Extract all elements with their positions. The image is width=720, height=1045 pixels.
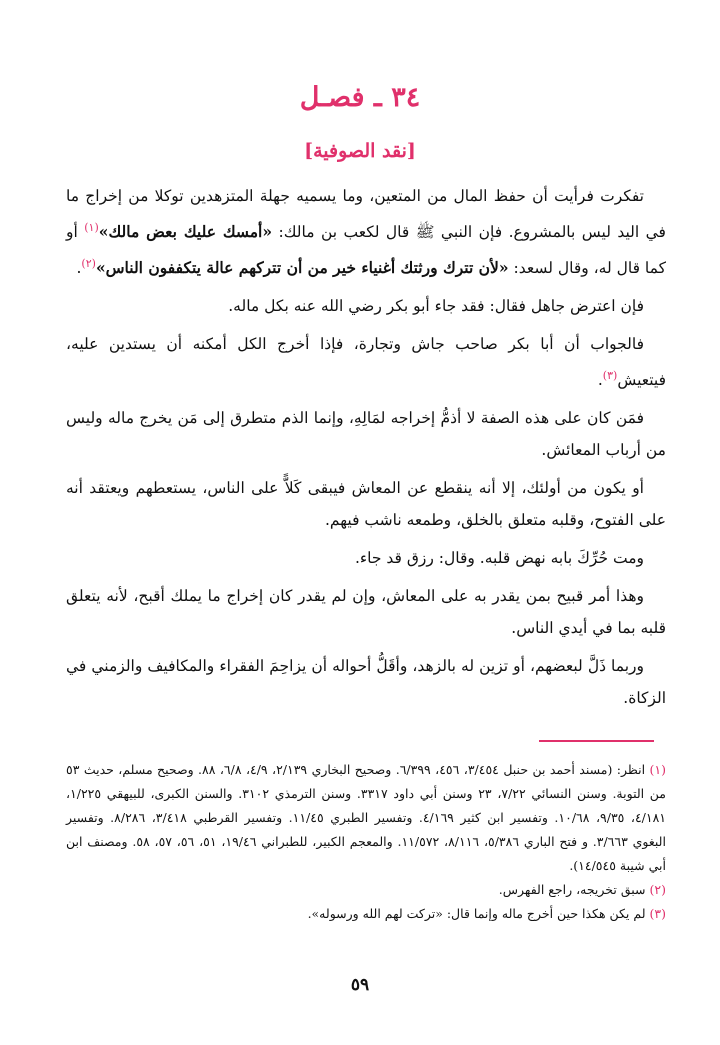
footnote-ref-1: (١) [84, 221, 99, 234]
paragraph-3: فالجواب أن أبا بكر صاحب جاش وتجارة، فإذا أخرج الكل أمكنه أن يستدين عليه، فيتعيش$^{(٣)}$. [66, 335, 666, 390]
footnote-3 [66, 902, 666, 926]
footnotes [66, 758, 666, 926]
paragraph-1-continuation: أو كما قال له، وقال لسعد: [66, 223, 666, 278]
body-text [66, 180, 666, 720]
footnote-ref-2: (٢) [81, 257, 96, 271]
paragraph-1-text: تفكرت فرأيت أن حفظ المال من المتعين، وما يسميه جهلة المتزهدين توكلا من إخراج ما في اليد ليس بالمشروع. فإن النبي ﷺ قال لكعب بن مالك: [66, 187, 666, 242]
paragraph-3-text: فالجواب أن أبا بكر صاحب جاش وتجارة، فإذا أخرج الكل أمكنه أن يستدين عليه، فيتعيش [66, 335, 666, 390]
paragraph-4: فمَن كان على هذه الصفة لا أذمُّ إخراجه لمَالِهِ، وإنما الذم متطرق إلى مَن يخرج ماله وليس من أرباب المعائش. [66, 409, 666, 460]
footnote-1-number: (١) [649, 762, 666, 777]
paragraph-5: أو يكون من أولئك، إلا أنه ينقطع عن المعاش فيبقى كَلاًّ على الناس، يستعطهم ويعتقد أنه على الفتوح، وقلبه متعلق بالخلق، وطمعه ناشب فيهم. [66, 479, 666, 530]
footnote-3-number: (٣) [649, 906, 666, 921]
footnote-ref-3: (٣) [602, 369, 618, 383]
footnote-2 [66, 878, 666, 902]
chapter-title: ٣٤ ـ فصـل [299, 82, 421, 113]
paragraph-8: وربما ذَلَّ لبعضهم، أو تزين له بالزهد، وأقَلُّ أحواله أن يزاحِمَ الفقراء والمكافيف والزمني في الزكاة. [66, 657, 666, 708]
footnote-3-text: لم يكن هكذا حين أخرج ماله وإنما قال: «تركت لهم الله ورسوله». [307, 906, 646, 921]
hadith-quote-2: «لأن تترك ورثتك أغنياء خير من أن تتركهم عالة يتكففون الناس» [95, 258, 509, 278]
paragraph-7: وهذا أمر قبيح بمن يقدر به على المعاش، وإن لم يقدر كان إخراج ما يملك أقبح، لأنه يتعلق قلبه بما في أيدي الناس. [66, 587, 666, 638]
paragraph-6: ومت حُرِّكَ بابه نهض قلبه. وقال: رزق قد جاء. [354, 549, 644, 568]
footnote-1-text: انظر: (مسند أحمد بن حنبل ٣/٤٥٤، ٤٥٦، ٦/٣٩٩. وصحيح البخاري ٢/١٣٩، ٤/٩، ٦/٨، ٨٨. وصحيح مسلم، حديث ٥٣ من التوبة. وسنن النسائي ٧/٢٢، ٢٣ وسنن أبي داود ٣٣١٧. وسنن الترمذي ٣١٠٢. والسنن الكبرى، للبيهقي ١/٢٢٥، ٤/١٨١، ٩/٣٥، ١٠/٦٨. وتفسير ابن كثير ٤/١٦٩. وتفسير الطبري ١١/٤٥. وتفسير القرطبي ٣/٤١٨، ٨/٢٨٦. وتفسير البغوي ٣/٦٦٣. و فتح الباري ٥/٣٨٦، ٨/١١٦، ١١/٥٧٢. والمعجم الكبير، للطبراني ١٩/٤٦، ٥١، ٥٦، ٥٧، ٥٨. ومصنف ابن أبي شيبة ١٤/٥٤٥). [66, 762, 667, 873]
paragraph-1: تفكرت فرأيت أن حفظ المال من المتعين، وما يسميه جهلة المتزهدين توكلا من إخراج ما في اليد ليس بالمشروع. فإن النبي ﷺ قال لكعب بن مالك: «أمسك عليك بعض مالك»$^{(١)}$ أو كما قال له، وقال لسعد: «لأن تترك ورثتك أغنياء خير من أن تتركهم عالة يتكففون الناس»$^{(٢)}$. [66, 187, 666, 278]
footnote-2-number: (٢) [649, 882, 666, 897]
section-subtitle: [نقد الصوفية] [304, 140, 416, 162]
paragraph-2: فإن اعترض جاهل فقال: فقد جاء أبو بكر رضي الله عنه بكل ماله. [228, 297, 644, 316]
footnote-2-text: سبق تخريجه، راجع الفهرس. [498, 882, 646, 897]
page-number: ٥٩ [350, 975, 370, 995]
hadith-quote-1: «أمسك عليك بعض مالك» [98, 222, 273, 242]
footnote-1 [66, 758, 666, 878]
footnote-divider [539, 740, 654, 742]
